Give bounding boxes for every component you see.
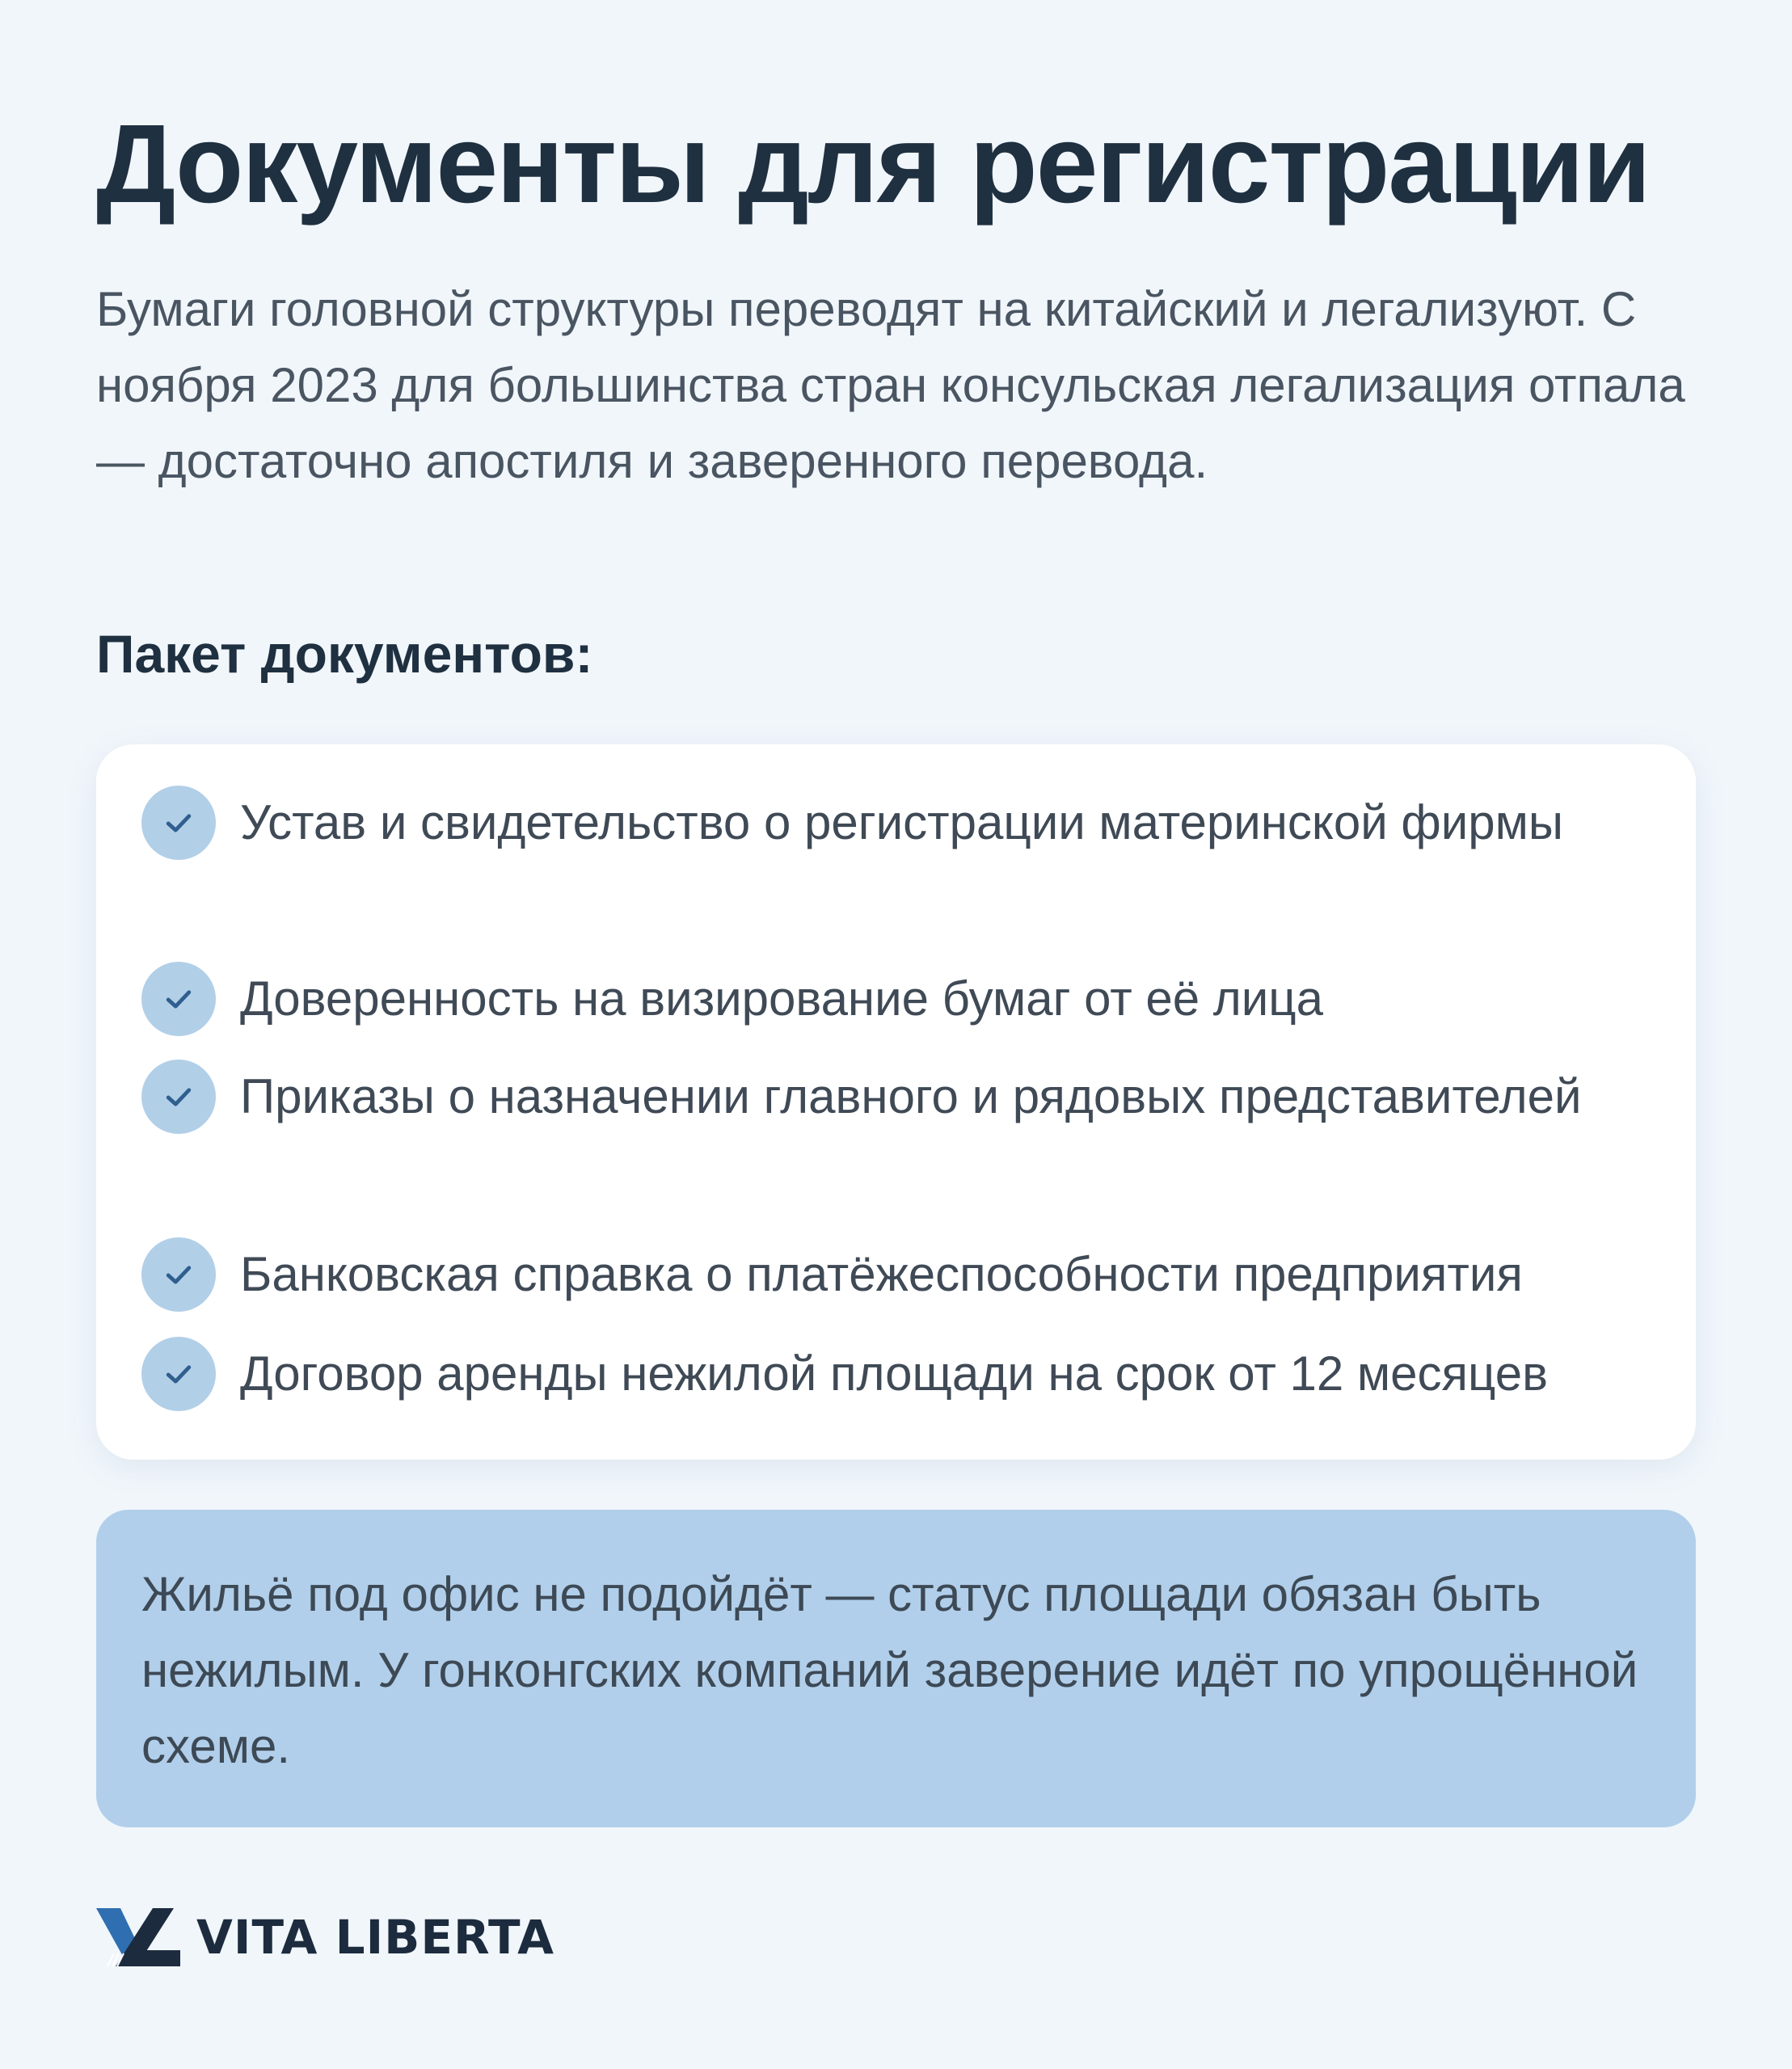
vita-liberta-logo-icon xyxy=(96,1907,180,1968)
check-icon xyxy=(141,1337,216,1411)
list-item-text: Устав и свидетельство о регистрации материнской фирмы xyxy=(240,795,1564,849)
note-callout xyxy=(96,1510,1696,1827)
list-item-text: Банковская справка о платёжеспособности предприятия xyxy=(240,1247,1523,1301)
check-icon xyxy=(141,1237,216,1312)
list-item xyxy=(141,1237,1677,1313)
check-icon xyxy=(141,1060,216,1134)
documents-card xyxy=(96,744,1696,1460)
brand-logo xyxy=(96,1905,554,1970)
check-icon xyxy=(141,786,216,860)
documents-subtitle: Пакет документов: xyxy=(96,624,593,684)
intro-paragraph: Бумаги головной структуры переводят на китайский и легализуют. С ноября 2023 для большинства стран консульская легализация отпала — достаточно апостиля и заверенного перевода. xyxy=(96,282,1685,488)
note-text: Жильё под офис не подойдёт — статус площади обязан быть нежилым. У гонконгских компаний заверение идёт по упрощённой схеме. xyxy=(141,1567,1638,1773)
list-item xyxy=(141,961,1677,1037)
check-icon xyxy=(141,962,216,1036)
list-item xyxy=(141,785,1677,861)
list-item xyxy=(141,1059,1677,1135)
list-item-text: Доверенность на визирование бумаг от её лица xyxy=(240,971,1324,1026)
list-item xyxy=(141,1336,1677,1412)
list-item-text: Договор аренды нежилой площади на срок от 12 месяцев xyxy=(240,1346,1548,1401)
list-item-text: Приказы о назначении главного и рядовых представителей xyxy=(240,1069,1582,1123)
logo-text: VITA LIBERTA xyxy=(196,1910,554,1965)
page-title: Документы для регистрации xyxy=(96,102,1650,226)
